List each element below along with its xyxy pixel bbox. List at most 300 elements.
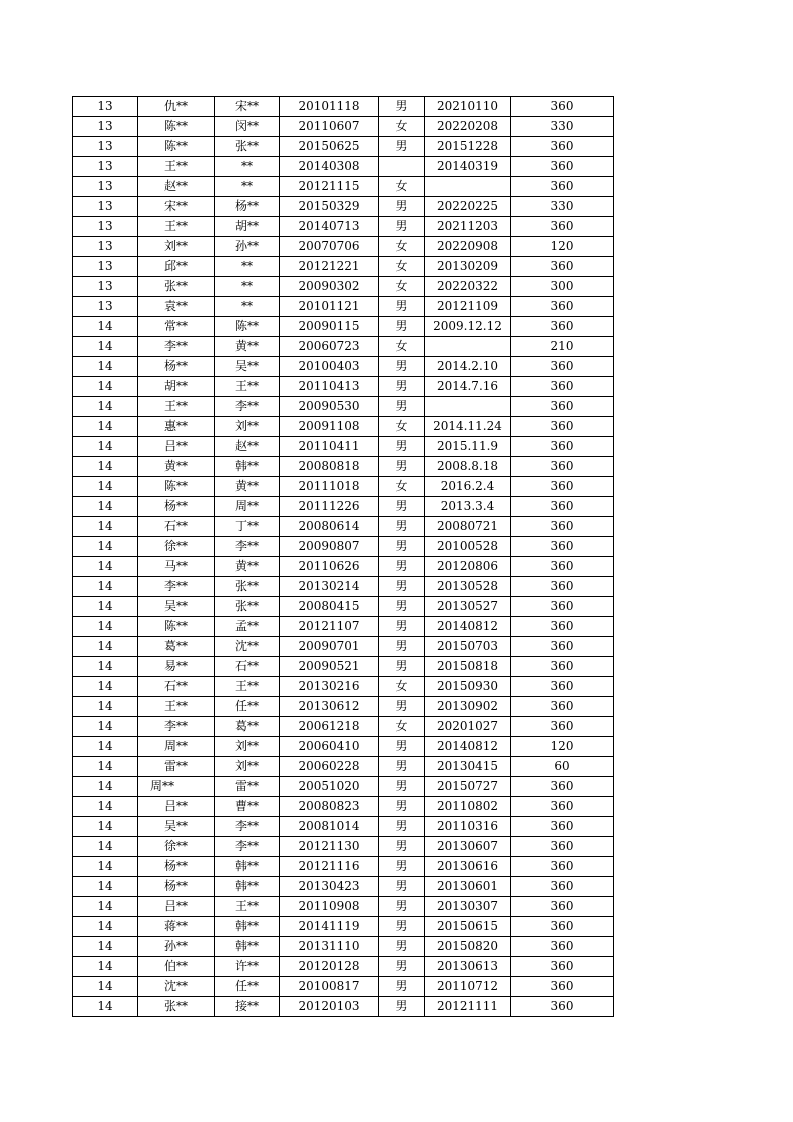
date-b-cell: 20220208 xyxy=(425,117,511,137)
gender-cell: 男 xyxy=(379,697,425,717)
gender-cell: 女 xyxy=(379,417,425,437)
name-a-cell: 吴** xyxy=(138,817,215,837)
group-cell: 14 xyxy=(73,317,138,337)
name-b-cell: 胡** xyxy=(215,217,280,237)
amount-cell: 360 xyxy=(511,797,614,817)
name-b-cell: 任** xyxy=(215,977,280,997)
amount-cell: 120 xyxy=(511,237,614,257)
date-b-cell: 20130415 xyxy=(425,757,511,777)
date-b-cell: 20080721 xyxy=(425,517,511,537)
name-b-cell: 刘** xyxy=(215,417,280,437)
date-a-cell: 20140308 xyxy=(280,157,379,177)
group-cell: 14 xyxy=(73,517,138,537)
group-cell: 14 xyxy=(73,857,138,877)
date-a-cell: 20120103 xyxy=(280,997,379,1017)
date-a-cell: 20130214 xyxy=(280,577,379,597)
date-b-cell xyxy=(425,397,511,417)
name-b-cell: 杨** xyxy=(215,197,280,217)
group-cell: 14 xyxy=(73,357,138,377)
group-cell: 13 xyxy=(73,117,138,137)
gender-cell xyxy=(379,157,425,177)
name-b-cell: 许** xyxy=(215,957,280,977)
date-b-cell: 20130209 xyxy=(425,257,511,277)
group-cell: 14 xyxy=(73,457,138,477)
table-row xyxy=(73,577,614,597)
group-cell: 14 xyxy=(73,377,138,397)
gender-cell: 男 xyxy=(379,817,425,837)
name-a-cell: 杨** xyxy=(138,857,215,877)
gender-cell: 男 xyxy=(379,597,425,617)
table-row xyxy=(73,997,614,1017)
name-b-cell: ** xyxy=(215,297,280,317)
gender-cell: 女 xyxy=(379,277,425,297)
gender-cell: 男 xyxy=(379,837,425,857)
amount-cell: 360 xyxy=(511,617,614,637)
name-b-cell: 赵** xyxy=(215,437,280,457)
table-row xyxy=(73,977,614,997)
table-row xyxy=(73,217,614,237)
gender-cell: 男 xyxy=(379,357,425,377)
gender-cell: 男 xyxy=(379,637,425,657)
amount-cell: 360 xyxy=(511,217,614,237)
gender-cell: 男 xyxy=(379,497,425,517)
name-b-cell: 孙** xyxy=(215,237,280,257)
amount-cell: 360 xyxy=(511,897,614,917)
group-cell: 14 xyxy=(73,557,138,577)
amount-cell: 360 xyxy=(511,457,614,477)
amount-cell: 360 xyxy=(511,717,614,737)
gender-cell: 男 xyxy=(379,317,425,337)
table-row xyxy=(73,417,614,437)
table-row xyxy=(73,957,614,977)
group-cell: 13 xyxy=(73,177,138,197)
name-b-cell: 李** xyxy=(215,837,280,857)
gender-cell: 男 xyxy=(379,957,425,977)
date-b-cell: 20130307 xyxy=(425,897,511,917)
table-row xyxy=(73,357,614,377)
amount-cell: 360 xyxy=(511,157,614,177)
name-b-cell: 吴** xyxy=(215,357,280,377)
name-b-cell: ** xyxy=(215,157,280,177)
date-b-cell: 20130527 xyxy=(425,597,511,617)
gender-cell: 男 xyxy=(379,137,425,157)
amount-cell: 360 xyxy=(511,997,614,1017)
name-a-cell: 蒋** xyxy=(138,917,215,937)
amount-cell: 360 xyxy=(511,297,614,317)
gender-cell: 女 xyxy=(379,177,425,197)
date-b-cell: 20100528 xyxy=(425,537,511,557)
table-row xyxy=(73,237,614,257)
name-b-cell: 刘** xyxy=(215,737,280,757)
name-a-cell: 王** xyxy=(138,217,215,237)
name-a-cell: 孙** xyxy=(138,937,215,957)
name-a-cell: 黄** xyxy=(138,457,215,477)
name-b-cell: 王** xyxy=(215,377,280,397)
date-a-cell: 20080614 xyxy=(280,517,379,537)
name-b-cell: 黄** xyxy=(215,477,280,497)
date-a-cell: 20130612 xyxy=(280,697,379,717)
date-a-cell: 20080823 xyxy=(280,797,379,817)
table-row xyxy=(73,97,614,117)
table-row xyxy=(73,177,614,197)
amount-cell: 360 xyxy=(511,677,614,697)
date-b-cell: 20150930 xyxy=(425,677,511,697)
table-row xyxy=(73,797,614,817)
name-a-cell: 徐** xyxy=(138,537,215,557)
date-a-cell: 20090521 xyxy=(280,657,379,677)
name-b-cell: 王** xyxy=(215,677,280,697)
amount-cell: 360 xyxy=(511,177,614,197)
name-b-cell: 孟** xyxy=(215,617,280,637)
amount-cell: 360 xyxy=(511,977,614,997)
name-a-cell: 石** xyxy=(138,677,215,697)
date-a-cell: 20060410 xyxy=(280,737,379,757)
date-a-cell: 20121115 xyxy=(280,177,379,197)
amount-cell: 360 xyxy=(511,477,614,497)
group-cell: 14 xyxy=(73,937,138,957)
name-a-cell: 徐** xyxy=(138,837,215,857)
amount-cell: 360 xyxy=(511,437,614,457)
table-row xyxy=(73,317,614,337)
name-b-cell: 韩** xyxy=(215,917,280,937)
group-cell: 14 xyxy=(73,597,138,617)
group-cell: 14 xyxy=(73,997,138,1017)
date-a-cell: 20150329 xyxy=(280,197,379,217)
name-a-cell: 周** xyxy=(138,737,215,757)
group-cell: 14 xyxy=(73,877,138,897)
amount-cell: 120 xyxy=(511,737,614,757)
name-b-cell: 张** xyxy=(215,597,280,617)
name-a-cell: 杨** xyxy=(138,497,215,517)
amount-cell: 360 xyxy=(511,597,614,617)
name-a-cell: 王** xyxy=(138,157,215,177)
gender-cell: 男 xyxy=(379,297,425,317)
date-a-cell: 20130423 xyxy=(280,877,379,897)
amount-cell: 360 xyxy=(511,777,614,797)
date-a-cell: 20130216 xyxy=(280,677,379,697)
date-a-cell: 20091108 xyxy=(280,417,379,437)
group-cell: 14 xyxy=(73,697,138,717)
name-a-cell: 吴** xyxy=(138,597,215,617)
group-cell: 14 xyxy=(73,477,138,497)
date-b-cell: 20130601 xyxy=(425,877,511,897)
date-b-cell xyxy=(425,177,511,197)
amount-cell: 360 xyxy=(511,537,614,557)
name-b-cell: 李** xyxy=(215,537,280,557)
gender-cell: 男 xyxy=(379,617,425,637)
group-cell: 14 xyxy=(73,777,138,797)
name-a-cell: 常** xyxy=(138,317,215,337)
date-b-cell: 20130613 xyxy=(425,957,511,977)
table-row xyxy=(73,717,614,737)
group-cell: 14 xyxy=(73,897,138,917)
name-b-cell: 张** xyxy=(215,137,280,157)
table-row xyxy=(73,297,614,317)
date-b-cell: 20130616 xyxy=(425,857,511,877)
amount-cell: 360 xyxy=(511,817,614,837)
name-a-cell: 王** xyxy=(138,397,215,417)
date-a-cell: 20081014 xyxy=(280,817,379,837)
gender-cell: 男 xyxy=(379,557,425,577)
gender-cell: 男 xyxy=(379,377,425,397)
group-cell: 14 xyxy=(73,637,138,657)
table-row xyxy=(73,337,614,357)
amount-cell: 360 xyxy=(511,837,614,857)
date-b-cell: 20150703 xyxy=(425,637,511,657)
group-cell: 14 xyxy=(73,677,138,697)
name-a-cell: 李** xyxy=(138,577,215,597)
amount-cell: 360 xyxy=(511,697,614,717)
amount-cell: 360 xyxy=(511,957,614,977)
date-b-cell: 20130528 xyxy=(425,577,511,597)
gender-cell: 男 xyxy=(379,437,425,457)
date-b-cell: 20220908 xyxy=(425,237,511,257)
table-row xyxy=(73,837,614,857)
amount-cell: 330 xyxy=(511,197,614,217)
date-b-cell: 20150615 xyxy=(425,917,511,937)
name-b-cell: 王** xyxy=(215,897,280,917)
gender-cell: 女 xyxy=(379,477,425,497)
date-b-cell: 20220225 xyxy=(425,197,511,217)
gender-cell: 男 xyxy=(379,797,425,817)
gender-cell: 男 xyxy=(379,977,425,997)
date-a-cell: 20080415 xyxy=(280,597,379,617)
name-a-cell: 仇** xyxy=(138,97,215,117)
date-b-cell: 2009.12.12 xyxy=(425,317,511,337)
group-cell: 13 xyxy=(73,257,138,277)
date-a-cell: 20090701 xyxy=(280,637,379,657)
name-a-cell: 陈** xyxy=(138,117,215,137)
date-b-cell: 2014.2.10 xyxy=(425,357,511,377)
date-b-cell: 20150818 xyxy=(425,657,511,677)
date-b-cell: 20110712 xyxy=(425,977,511,997)
amount-cell: 360 xyxy=(511,517,614,537)
date-b-cell: 20121111 xyxy=(425,997,511,1017)
group-cell: 14 xyxy=(73,337,138,357)
name-b-cell: ** xyxy=(215,257,280,277)
group-cell: 14 xyxy=(73,497,138,517)
table-row xyxy=(73,497,614,517)
table-row xyxy=(73,697,614,717)
date-b-cell: 20220322 xyxy=(425,277,511,297)
amount-cell: 360 xyxy=(511,317,614,337)
date-a-cell: 20090115 xyxy=(280,317,379,337)
name-a-cell: 陈** xyxy=(138,137,215,157)
gender-cell: 男 xyxy=(379,877,425,897)
gender-cell: 男 xyxy=(379,197,425,217)
name-a-cell: 葛** xyxy=(138,637,215,657)
name-a-cell: 张** xyxy=(138,277,215,297)
amount-cell: 360 xyxy=(511,417,614,437)
table-row xyxy=(73,617,614,637)
group-cell: 13 xyxy=(73,277,138,297)
group-cell: 14 xyxy=(73,977,138,997)
name-a-cell: 宋** xyxy=(138,197,215,217)
table-row xyxy=(73,397,614,417)
date-a-cell: 20080818 xyxy=(280,457,379,477)
date-a-cell: 20100403 xyxy=(280,357,379,377)
table-row xyxy=(73,637,614,657)
gender-cell: 男 xyxy=(379,737,425,757)
name-a-cell: 吕** xyxy=(138,797,215,817)
gender-cell: 女 xyxy=(379,117,425,137)
date-b-cell: 20130902 xyxy=(425,697,511,717)
gender-cell: 女 xyxy=(379,677,425,697)
group-cell: 13 xyxy=(73,237,138,257)
group-cell: 14 xyxy=(73,397,138,417)
date-b-cell: 2014.7.16 xyxy=(425,377,511,397)
date-b-cell: 20150727 xyxy=(425,777,511,797)
name-a-cell: 沈** xyxy=(138,977,215,997)
amount-cell: 210 xyxy=(511,337,614,357)
name-a-cell: 赵** xyxy=(138,177,215,197)
amount-cell: 360 xyxy=(511,577,614,597)
name-b-cell: 宋** xyxy=(215,97,280,117)
name-b-cell: 韩** xyxy=(215,877,280,897)
name-a-cell: 周** xyxy=(138,777,215,797)
name-a-cell: 李** xyxy=(138,717,215,737)
date-b-cell: 20150820 xyxy=(425,937,511,957)
amount-cell: 360 xyxy=(511,497,614,517)
date-a-cell: 20140713 xyxy=(280,217,379,237)
date-b-cell: 20110316 xyxy=(425,817,511,837)
gender-cell: 男 xyxy=(379,917,425,937)
date-a-cell: 20101121 xyxy=(280,297,379,317)
table-row xyxy=(73,597,614,617)
date-b-cell: 2014.11.24 xyxy=(425,417,511,437)
table-row xyxy=(73,537,614,557)
date-a-cell: 20100817 xyxy=(280,977,379,997)
name-b-cell: 任** xyxy=(215,697,280,717)
name-a-cell: 伯** xyxy=(138,957,215,977)
date-a-cell: 20110607 xyxy=(280,117,379,137)
name-a-cell: 袁** xyxy=(138,297,215,317)
date-a-cell: 20110626 xyxy=(280,557,379,577)
name-b-cell: 韩** xyxy=(215,937,280,957)
amount-cell: 360 xyxy=(511,257,614,277)
gender-cell: 男 xyxy=(379,657,425,677)
amount-cell: 360 xyxy=(511,937,614,957)
name-b-cell: 黄** xyxy=(215,557,280,577)
gender-cell: 男 xyxy=(379,857,425,877)
amount-cell: 360 xyxy=(511,97,614,117)
amount-cell: 330 xyxy=(511,117,614,137)
date-b-cell: 2008.8.18 xyxy=(425,457,511,477)
name-a-cell: 邱** xyxy=(138,257,215,277)
gender-cell: 女 xyxy=(379,337,425,357)
table-row xyxy=(73,897,614,917)
table-row xyxy=(73,737,614,757)
table-row xyxy=(73,437,614,457)
date-b-cell: 20120806 xyxy=(425,557,511,577)
amount-cell: 60 xyxy=(511,757,614,777)
name-b-cell: 黄** xyxy=(215,337,280,357)
name-b-cell: 石** xyxy=(215,657,280,677)
date-a-cell: 20121221 xyxy=(280,257,379,277)
group-cell: 13 xyxy=(73,97,138,117)
name-a-cell: 吕** xyxy=(138,897,215,917)
date-a-cell: 20051020 xyxy=(280,777,379,797)
amount-cell: 360 xyxy=(511,397,614,417)
table-row xyxy=(73,937,614,957)
group-cell: 14 xyxy=(73,437,138,457)
name-b-cell: 韩** xyxy=(215,857,280,877)
name-b-cell: 雷** xyxy=(215,777,280,797)
date-a-cell: 20121116 xyxy=(280,857,379,877)
name-a-cell: 李** xyxy=(138,337,215,357)
name-b-cell: ** xyxy=(215,277,280,297)
name-b-cell: 周** xyxy=(215,497,280,517)
name-a-cell: 王** xyxy=(138,697,215,717)
name-b-cell: 接** xyxy=(215,997,280,1017)
date-a-cell: 20070706 xyxy=(280,237,379,257)
group-cell: 14 xyxy=(73,837,138,857)
name-b-cell: 张** xyxy=(215,577,280,597)
name-b-cell: 丁** xyxy=(215,517,280,537)
name-b-cell: 李** xyxy=(215,397,280,417)
name-b-cell: 刘** xyxy=(215,757,280,777)
group-cell: 14 xyxy=(73,917,138,937)
name-a-cell: 马** xyxy=(138,557,215,577)
table-row xyxy=(73,657,614,677)
name-b-cell: 葛** xyxy=(215,717,280,737)
table-row xyxy=(73,917,614,937)
table-row xyxy=(73,277,614,297)
group-cell: 13 xyxy=(73,157,138,177)
name-b-cell: 曹** xyxy=(215,797,280,817)
date-b-cell: 20140319 xyxy=(425,157,511,177)
date-b-cell: 20210110 xyxy=(425,97,511,117)
amount-cell: 360 xyxy=(511,857,614,877)
date-a-cell: 20150625 xyxy=(280,137,379,157)
name-b-cell: 陈** xyxy=(215,317,280,337)
date-a-cell: 20121107 xyxy=(280,617,379,637)
gender-cell: 男 xyxy=(379,537,425,557)
amount-cell: 300 xyxy=(511,277,614,297)
amount-cell: 360 xyxy=(511,917,614,937)
date-a-cell: 20141119 xyxy=(280,917,379,937)
name-a-cell: 张** xyxy=(138,997,215,1017)
name-a-cell: 杨** xyxy=(138,877,215,897)
table-row xyxy=(73,817,614,837)
table-row xyxy=(73,677,614,697)
date-a-cell: 20120128 xyxy=(280,957,379,977)
date-b-cell: 20110802 xyxy=(425,797,511,817)
table-row xyxy=(73,477,614,497)
gender-cell: 女 xyxy=(379,237,425,257)
table-row xyxy=(73,117,614,137)
table-row xyxy=(73,877,614,897)
name-a-cell: 石** xyxy=(138,517,215,537)
date-a-cell: 20060723 xyxy=(280,337,379,357)
date-b-cell: 20140812 xyxy=(425,617,511,637)
date-a-cell: 20121130 xyxy=(280,837,379,857)
amount-cell: 360 xyxy=(511,137,614,157)
name-b-cell: 李** xyxy=(215,817,280,837)
gender-cell: 男 xyxy=(379,997,425,1017)
date-a-cell: 20110908 xyxy=(280,897,379,917)
date-a-cell: 20131110 xyxy=(280,937,379,957)
gender-cell: 男 xyxy=(379,517,425,537)
group-cell: 14 xyxy=(73,537,138,557)
table-row xyxy=(73,857,614,877)
table-row xyxy=(73,377,614,397)
name-b-cell: ** xyxy=(215,177,280,197)
amount-cell: 360 xyxy=(511,637,614,657)
table-row xyxy=(73,197,614,217)
group-cell: 14 xyxy=(73,957,138,977)
group-cell: 14 xyxy=(73,797,138,817)
